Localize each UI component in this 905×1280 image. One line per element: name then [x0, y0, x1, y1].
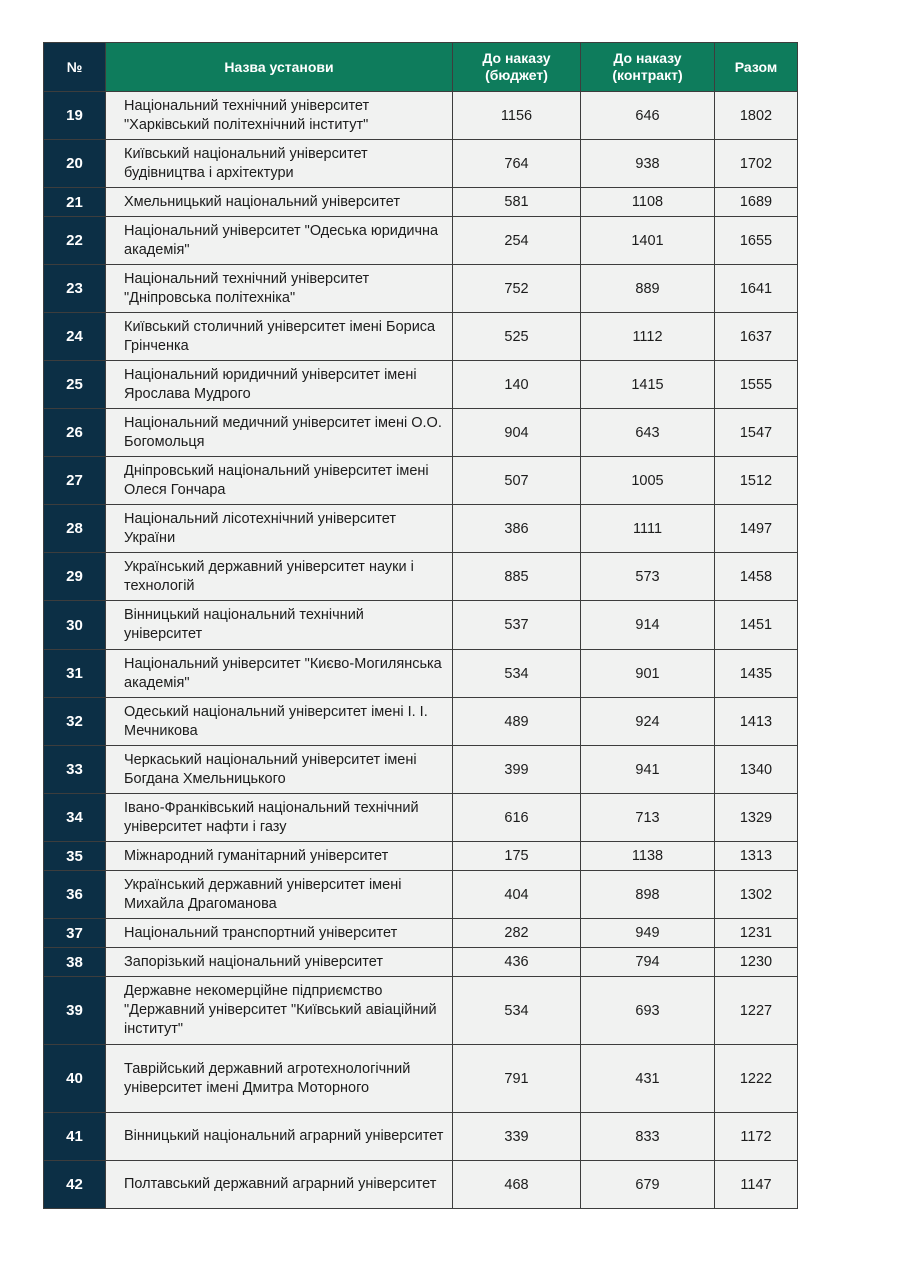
contract-count: 679 [581, 1161, 715, 1209]
table-row [44, 650, 798, 698]
table-row [44, 601, 798, 650]
total-count: 1655 [715, 217, 798, 265]
budget-count: 140 [453, 361, 581, 409]
total-count: 1547 [715, 409, 798, 457]
total-count: 1147 [715, 1161, 798, 1209]
institution-name: Вінницький національний аграрний університет [106, 1113, 453, 1161]
institution-name: Міжнародний гуманітарний університет [106, 842, 453, 871]
contract-count: 901 [581, 650, 715, 698]
institution-name: Національний юридичний університет імені Ярослава Мудрого [106, 361, 453, 409]
budget-count: 904 [453, 409, 581, 457]
total-count: 1512 [715, 457, 798, 505]
budget-count: 175 [453, 842, 581, 871]
institution-name: Національний лісотехнічний університет України [106, 505, 453, 553]
institution-name: Київський столичний університет імені Бориса Грінченка [106, 313, 453, 361]
row-number: 40 [44, 1045, 106, 1113]
institution-name: Український державний університет науки і технологій [106, 553, 453, 601]
contract-count: 1401 [581, 217, 715, 265]
table-row [44, 313, 798, 361]
contract-count: 646 [581, 92, 715, 140]
table-row [44, 505, 798, 553]
table-row [44, 794, 798, 842]
row-number: 34 [44, 794, 106, 842]
total-count: 1302 [715, 871, 798, 919]
table-row [44, 948, 798, 977]
total-count: 1637 [715, 313, 798, 361]
contract-count: 693 [581, 977, 715, 1045]
institution-name: Івано-Франківський національний технічний університет нафти і газу [106, 794, 453, 842]
header-institution-name: Назва установи [106, 43, 453, 92]
total-count: 1230 [715, 948, 798, 977]
institution-name: Національний технічний університет "Дніпровська політехніка" [106, 265, 453, 313]
contract-count: 941 [581, 746, 715, 794]
table-row [44, 265, 798, 313]
institution-name: Одеський національний університет імені І. І. Мечникова [106, 698, 453, 746]
header-contract: До наказу (контракт) [581, 43, 715, 92]
row-number: 32 [44, 698, 106, 746]
table-row [44, 842, 798, 871]
budget-count: 386 [453, 505, 581, 553]
table-row [44, 361, 798, 409]
header-number: № [44, 43, 106, 92]
institution-name: Державне некомерційне підприємство "Державний університет "Київський авіаційний інститут" [106, 977, 453, 1045]
contract-count: 1111 [581, 505, 715, 553]
row-number: 23 [44, 265, 106, 313]
total-count: 1555 [715, 361, 798, 409]
table-row [44, 977, 798, 1045]
table-body [44, 92, 798, 1209]
total-count: 1329 [715, 794, 798, 842]
budget-count: 468 [453, 1161, 581, 1209]
contract-count: 949 [581, 919, 715, 948]
row-number: 33 [44, 746, 106, 794]
table-row [44, 919, 798, 948]
row-number: 26 [44, 409, 106, 457]
contract-count: 938 [581, 140, 715, 188]
institution-name: Дніпровський національний університет імені Олеся Гончара [106, 457, 453, 505]
budget-count: 534 [453, 650, 581, 698]
total-count: 1802 [715, 92, 798, 140]
total-count: 1231 [715, 919, 798, 948]
budget-count: 791 [453, 1045, 581, 1113]
budget-count: 537 [453, 601, 581, 650]
institution-name: Черкаський національний університет імені Богдана Хмельницького [106, 746, 453, 794]
ranking-table [43, 42, 798, 1209]
total-count: 1227 [715, 977, 798, 1045]
contract-count: 1112 [581, 313, 715, 361]
budget-count: 489 [453, 698, 581, 746]
total-count: 1340 [715, 746, 798, 794]
budget-count: 525 [453, 313, 581, 361]
total-count: 1313 [715, 842, 798, 871]
row-number: 19 [44, 92, 106, 140]
institution-name: Полтавський державний аграрний університет [106, 1161, 453, 1209]
budget-count: 282 [453, 919, 581, 948]
contract-count: 643 [581, 409, 715, 457]
contract-count: 431 [581, 1045, 715, 1113]
row-number: 25 [44, 361, 106, 409]
total-count: 1689 [715, 188, 798, 217]
institution-name: Національний медичний університет імені О.О. Богомольця [106, 409, 453, 457]
table-row [44, 1113, 798, 1161]
total-count: 1435 [715, 650, 798, 698]
institution-name: Вінницький національний технічний університет [106, 601, 453, 650]
contract-count: 1138 [581, 842, 715, 871]
budget-count: 507 [453, 457, 581, 505]
table-row [44, 409, 798, 457]
total-count: 1458 [715, 553, 798, 601]
row-number: 38 [44, 948, 106, 977]
table-row [44, 1161, 798, 1209]
contract-count: 914 [581, 601, 715, 650]
institution-name: Запорізький національний університет [106, 948, 453, 977]
contract-count: 889 [581, 265, 715, 313]
budget-count: 616 [453, 794, 581, 842]
budget-count: 1156 [453, 92, 581, 140]
budget-count: 254 [453, 217, 581, 265]
header-total: Разом [715, 43, 798, 92]
contract-count: 1415 [581, 361, 715, 409]
total-count: 1172 [715, 1113, 798, 1161]
budget-count: 339 [453, 1113, 581, 1161]
row-number: 35 [44, 842, 106, 871]
contract-count: 924 [581, 698, 715, 746]
table-row [44, 217, 798, 265]
row-number: 29 [44, 553, 106, 601]
contract-count: 573 [581, 553, 715, 601]
table-row [44, 92, 798, 140]
institution-name: Національний технічний університет "Харківський політехнічний інститут" [106, 92, 453, 140]
institution-name: Український державний університет імені Михайла Драгоманова [106, 871, 453, 919]
row-number: 20 [44, 140, 106, 188]
table-row [44, 188, 798, 217]
budget-count: 581 [453, 188, 581, 217]
institution-name: Національний університет "Києво-Могилянська академія" [106, 650, 453, 698]
budget-count: 404 [453, 871, 581, 919]
table-row [44, 140, 798, 188]
table-row [44, 698, 798, 746]
institution-name: Національний транспортний університет [106, 919, 453, 948]
table-row [44, 871, 798, 919]
budget-count: 764 [453, 140, 581, 188]
row-number: 31 [44, 650, 106, 698]
total-count: 1451 [715, 601, 798, 650]
row-number: 21 [44, 188, 106, 217]
contract-count: 833 [581, 1113, 715, 1161]
total-count: 1413 [715, 698, 798, 746]
total-count: 1222 [715, 1045, 798, 1113]
row-number: 24 [44, 313, 106, 361]
institution-name: Хмельницький національний університет [106, 188, 453, 217]
total-count: 1497 [715, 505, 798, 553]
budget-count: 399 [453, 746, 581, 794]
total-count: 1641 [715, 265, 798, 313]
institution-name: Національний університет "Одеська юридична академія" [106, 217, 453, 265]
budget-count: 436 [453, 948, 581, 977]
institution-name: Таврійський державний агротехнологічний університет імені Дмитра Моторного [106, 1045, 453, 1113]
contract-count: 1005 [581, 457, 715, 505]
row-number: 27 [44, 457, 106, 505]
budget-count: 534 [453, 977, 581, 1045]
row-number: 36 [44, 871, 106, 919]
total-count: 1702 [715, 140, 798, 188]
row-number: 41 [44, 1113, 106, 1161]
table-row [44, 553, 798, 601]
institution-name: Київський національний університет будівництва і архітектури [106, 140, 453, 188]
contract-count: 713 [581, 794, 715, 842]
row-number: 30 [44, 601, 106, 650]
contract-count: 1108 [581, 188, 715, 217]
table-row [44, 1045, 798, 1113]
contract-count: 898 [581, 871, 715, 919]
budget-count: 885 [453, 553, 581, 601]
row-number: 37 [44, 919, 106, 948]
contract-count: 794 [581, 948, 715, 977]
table-row [44, 746, 798, 794]
budget-count: 752 [453, 265, 581, 313]
row-number: 28 [44, 505, 106, 553]
row-number: 42 [44, 1161, 106, 1209]
table-header-row [44, 43, 798, 92]
row-number: 22 [44, 217, 106, 265]
table-row [44, 457, 798, 505]
row-number: 39 [44, 977, 106, 1045]
header-budget: До наказу (бюджет) [453, 43, 581, 92]
